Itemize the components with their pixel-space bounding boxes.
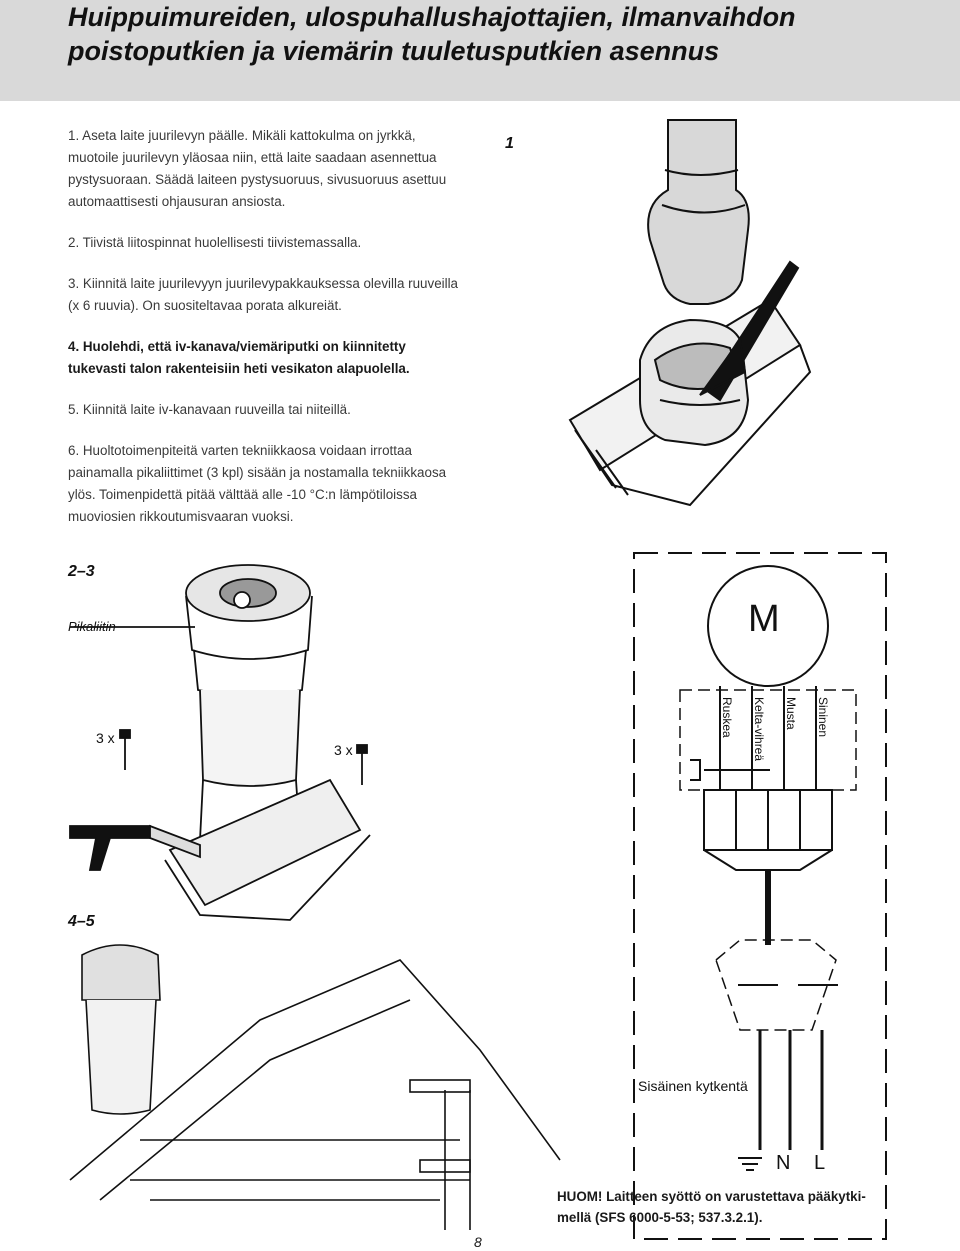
step-3: 3. Kiinnitä laite juurilevyyn juurilevypakkauksessa olevilla ruuveilla (x 6 ruuvia). On suositeltavaa porata alkureiät. [68, 276, 459, 313]
figure-2-3-label: 2–3 [68, 563, 95, 580]
wire-label-ruskea: Ruskea [720, 697, 734, 738]
wire-label-musta: Musta [784, 697, 798, 730]
step-1: 1. Aseta laite juurilevyn päälle. Mikäli kattokulma on jyrkkä, muotoile juurilevyn yläosaa niin, että laite saadaan asennettua pystysuoraan. Säädä laiteen pystysuoruus, sivusuoruus asettuu automaattisesti ohjausuran ansiosta. [68, 128, 447, 209]
figure-1-label: 1 [505, 135, 514, 152]
step-6: 6. Huoltotoimenpiteitä varten tekniikkaosa voidaan irrottaa painamalla pikaliittimet (3 kpl) sisään ja nostamalla tekniikkaosa ylös. Toimenpidettä pitää välttää alle -10 °C:n lämpötiloissa muoviosien rikkoutumisvaaran vuoksi. [68, 443, 447, 524]
wire-label-sininen: Sininen [816, 697, 830, 738]
title-line-1: Huippuimureiden, ulospuhallushajottajien, ilmanvaihdon [68, 2, 796, 32]
screws-right-label: 3 x [334, 742, 353, 758]
screws-left-label: 3 x [96, 730, 115, 746]
terminal-n-label: N [776, 1152, 791, 1174]
figure-4-5-illustration [70, 945, 560, 1230]
note-line-1: HUOM! Laitteen syöttö on varustettava pääkytki- [557, 1189, 866, 1204]
figure-1-illustration [570, 120, 810, 505]
warning-note [557, 1186, 917, 1228]
pikaliitin-label: Pikaliitin [68, 619, 116, 634]
figure-4-5-label: 4–5 [68, 913, 95, 930]
motor-label: M [748, 598, 780, 640]
wiring-diagram [634, 553, 886, 1239]
internal-wiring-label: Sisäinen kytkentä [638, 1078, 748, 1094]
terminal-l-label: L [814, 1152, 826, 1174]
title-line-2: poistoputkien ja viemärin tuuletusputkien asennus [68, 36, 720, 66]
page-number: 8 [474, 1234, 482, 1250]
note-line-2: mellä (SFS 6000-5-53; 537.3.2.1). [557, 1210, 763, 1225]
step-5: 5. Kiinnitä laite iv-kanavaan ruuveilla tai niiteillä. [68, 402, 351, 417]
wire-label-kelta-vihrea: Kelta-vihreä [752, 697, 766, 762]
step-2: 2. Tiivistä liitospinnat huolellisesti tiivistemassalla. [68, 235, 362, 250]
step-4: 4. Huolehdi, että iv-kanava/viemäriputki on kiinnitetty tukevasti talon rakenteisiin heti vesikaton alapuolella. [68, 339, 410, 376]
